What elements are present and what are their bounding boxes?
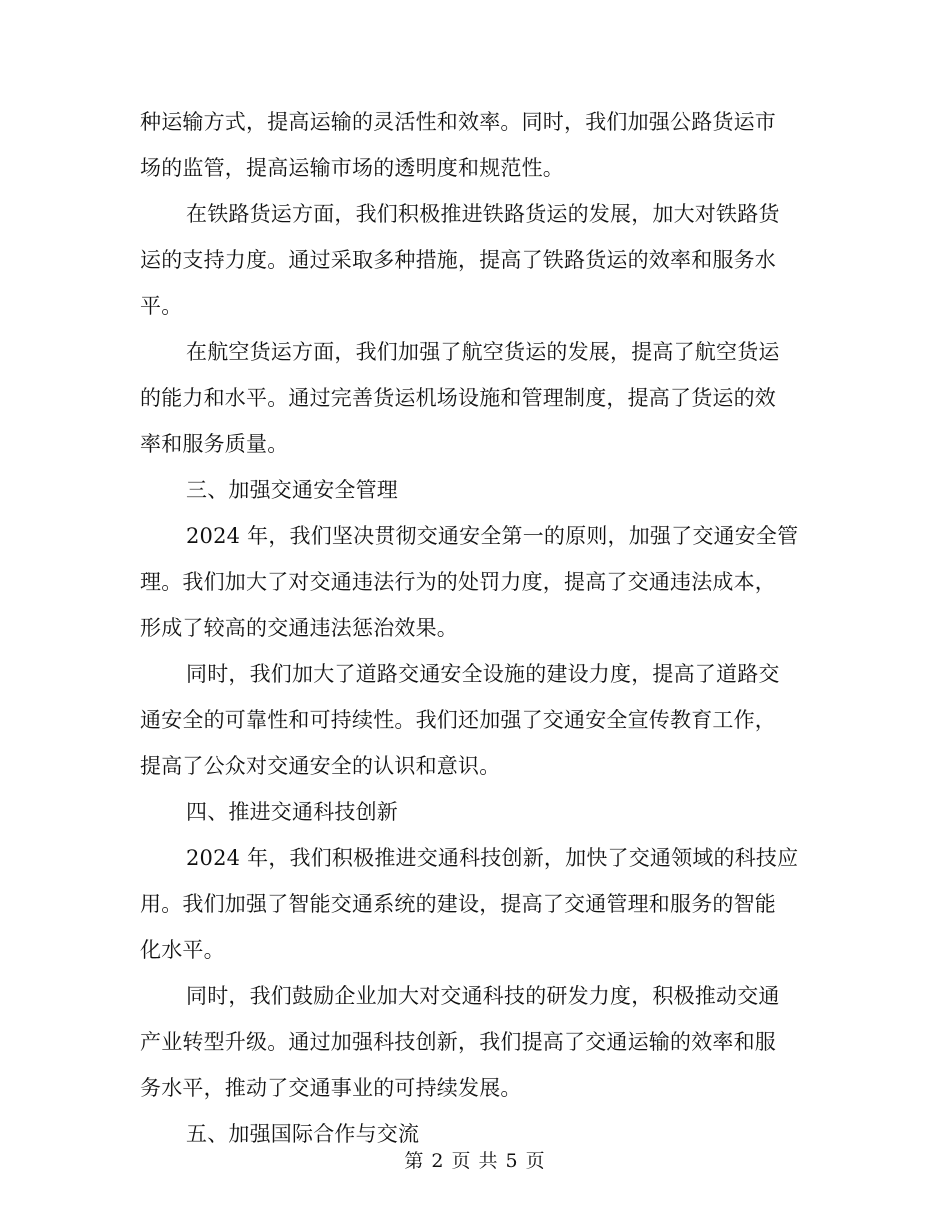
text-line: 务水平，推动了交通事业的可持续发展。 <box>140 1076 522 1100</box>
text-line: 运的支持力度。通过采取多种措施，提高了铁路货运的效率和服务水 <box>140 248 776 272</box>
text-line: 产业转型升级。通过加强科技创新，我们提高了交通运输的效率和服 <box>140 1030 776 1054</box>
section-heading: 五、加强国际合作与交流 <box>186 1122 420 1146</box>
section-heading: 三、加强交通安全管理 <box>186 478 398 502</box>
paragraph-start-line: 在铁路货运方面，我们积极推进铁路货运的发展，加大对铁路货 <box>186 202 780 226</box>
text-line: 形成了较高的交通违法惩治效果。 <box>140 616 458 640</box>
paragraph-start-line: 2024 年，我们坚决贯彻交通安全第一的原则，加强了交通安全管 <box>186 524 799 548</box>
text-line: 通安全的可靠性和可持续性。我们还加强了交通安全宣传教育工作， <box>140 708 776 732</box>
text-line: 化水平。 <box>140 938 225 962</box>
text-line: 场的监管，提高运输市场的透明度和规范性。 <box>140 156 564 180</box>
text-line: 率和服务质量。 <box>140 432 289 456</box>
text-line: 种运输方式，提高运输的灵活性和效率。同时，我们加强公路货运市 <box>140 110 776 134</box>
paragraph-start-line: 2024 年，我们积极推进交通科技创新，加快了交通领域的科技应 <box>186 846 799 870</box>
paragraph-start-line: 同时，我们鼓励企业加大对交通科技的研发力度，积极推动交通 <box>186 984 780 1008</box>
text-line: 平。 <box>140 294 183 318</box>
paragraph-start-line: 在航空货运方面，我们加强了航空货运的发展，提高了航空货运 <box>186 340 780 364</box>
page-number-footer: 第 2 页 共 5 页 <box>404 1150 546 1172</box>
text-line: 理。我们加大了对交通违法行为的处罚力度，提高了交通违法成本， <box>140 570 776 594</box>
section-heading: 四、推进交通科技创新 <box>186 800 398 824</box>
document-body <box>140 99 810 1157</box>
text-line: 用。我们加强了智能交通系统的建设，提高了交通管理和服务的智能 <box>140 892 776 916</box>
text-line: 的能力和水平。通过完善货运机场设施和管理制度，提高了货运的效 <box>140 386 776 410</box>
text-line: 提高了公众对交通安全的认识和意识。 <box>140 754 501 778</box>
paragraph-start-line: 同时，我们加大了道路交通安全设施的建设力度，提高了道路交 <box>186 662 780 686</box>
